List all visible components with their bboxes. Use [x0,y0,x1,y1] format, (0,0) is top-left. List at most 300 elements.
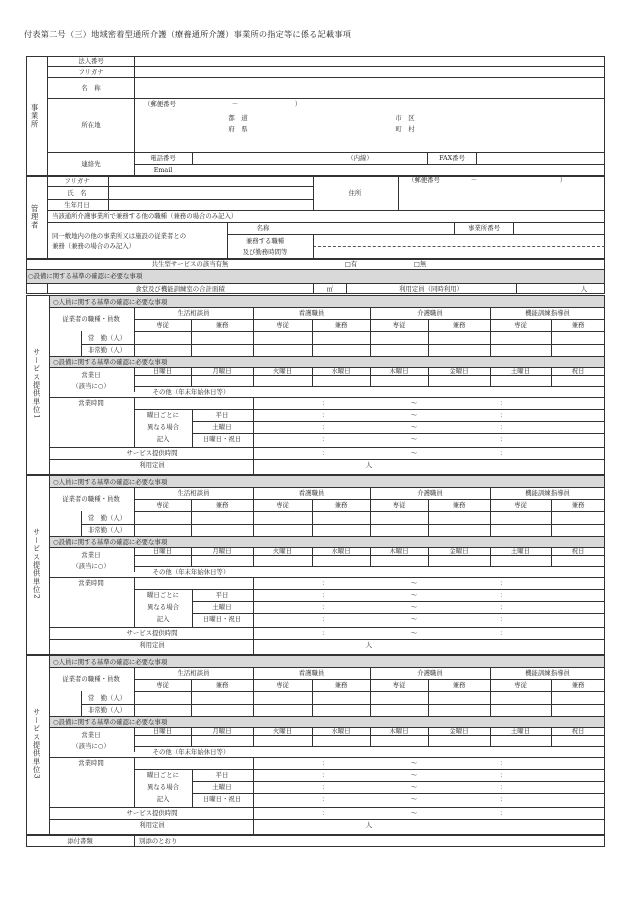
unit3-time-colon: ： [499,770,507,779]
unit3-time-colon: ： [321,808,329,817]
unit1-other-days-label: その他（年末年始休日等） [152,387,230,396]
unit1-time-tilde: ～ [410,448,418,457]
rule [398,176,399,210]
unit1-service-hours-label: サービス提供時間 [126,448,178,457]
unit3-time-tilde: ～ [410,794,418,803]
unit1-part-time-label: 兼務 [334,320,348,329]
rule [191,547,192,566]
manager-postal-close: ） [559,175,567,184]
unit2-staff-label: 従業者の職種・員数 [62,494,120,503]
manager-name-label: 氏 名 [67,188,87,197]
rule [134,577,135,627]
unit3-time-tilde: ～ [410,758,418,767]
office-postal-label: （郵便番号 [144,99,176,108]
unit1-full-time-label: 専従 [156,320,169,329]
unit2-service-hours-label: サービス提供時間 [126,628,178,637]
rule [47,77,605,78]
rule [192,781,605,782]
unit3-role-2: 介護職員 [417,668,443,677]
unit3-full-time-label: 専従 [514,680,527,689]
rule [191,727,192,746]
unit2-role-1: 看護職員 [298,488,325,497]
rule [192,589,193,627]
unit3-regular-label: 常 勤（人） [87,693,127,702]
unit1-capacity-label: 利用定員 [139,460,165,469]
unit2-irregular-label: 非常勤（人） [87,525,127,534]
rule [312,499,313,536]
unit1-hours-label: 営業時間 [78,398,104,407]
unit3-day-4: 木曜日 [389,726,409,735]
rule [516,283,517,294]
rule [227,234,605,235]
rule [134,735,605,736]
unit3-part-time-label: 兼務 [334,680,348,689]
unit3-day-3: 水曜日 [331,726,351,735]
rule [49,655,50,835]
unit2-part-time-label: 兼務 [452,500,466,509]
rule [134,409,605,410]
rule [192,152,193,164]
unit1-time-colon: ： [499,448,507,457]
concurrent-duty-label-2: 及び勤務時間等 [242,247,288,256]
unit1-equip-header: ○設備に関する基準の確認に必要な事項 [53,357,168,366]
rule [191,679,192,716]
office-pref-label-2: 府 県 [228,124,248,133]
rule [313,234,314,259]
unit3-irregular-label: 非常勤（人） [87,705,127,714]
unit2-full-time-label: 専従 [276,500,289,509]
unit1-by-day-label-1: 曜日ごとに [147,410,179,419]
office-section [26,56,605,176]
concurrent-same-label: 当該通所介護事業所で兼務する他の職種（兼務の場合のみ記入） [52,211,238,220]
office-postal-close: ） [294,99,302,108]
rule [47,222,605,223]
unit1-part-time-label: 兼務 [571,320,585,329]
unit1-full-time-label: 専従 [276,320,289,329]
rule [551,727,552,746]
rule [428,727,429,746]
rule [192,421,605,422]
unit3-full-time-label: 専従 [392,680,406,689]
extension-label: （内線） [347,153,373,162]
unit3-time-colon: ： [499,794,507,803]
rule [49,475,50,655]
unit1-capacity-unit: 人 [365,460,373,469]
office-city-label-2: 町 村 [395,124,415,133]
unit3-business-days-hint: （該当に○） [72,741,110,750]
phone-label: 電話番号 [150,153,176,162]
unit1-role-1: 看護職員 [298,308,325,317]
unit3-staff-label: 従業者の職種・員数 [62,674,120,683]
unit2-time-colon: ： [321,590,329,599]
manager-postal-sep: － [470,175,478,184]
concurrent-duty-label-1: 兼務する職種 [245,236,285,245]
unit1-time-colon: ： [499,410,507,419]
office-furigana-label: フリガナ [78,67,104,76]
unit2-time-tilde: ～ [410,614,418,623]
rule [134,547,135,572]
unit3-time-colon: ： [499,808,507,817]
unit3-time-colon: ： [321,782,329,791]
unit3-time-colon: ： [499,782,507,791]
rule [427,152,428,164]
unit3-day-7: 祝日 [571,726,585,735]
unit2-time-tilde: ～ [410,602,418,611]
unit1-time-tilde: ～ [410,434,418,443]
rule [47,56,48,176]
unit3-side-label: サービス提供単位3 [32,708,42,780]
rule [81,704,605,705]
unit3-staff-header: ○人員に関する基準の確認に必要な事項 [53,657,168,666]
unit1-time-colon: ： [499,434,507,443]
rule [313,283,314,294]
rule [134,589,605,590]
unit2-day-5: 金曜日 [449,546,469,555]
rule [370,307,371,356]
unit2-role-0: 生活相談員 [177,488,210,497]
manager-postal-label: （郵便番号 [408,175,440,184]
unit1-time-colon: ： [321,434,329,443]
manager-address-label: 住所 [348,188,362,197]
unit1-staff-header: ○人員に関する基準の確認に必要な事項 [53,297,168,306]
unit2-day-0: 日曜日 [152,546,173,555]
unit3-day-6: 土曜日 [510,726,531,735]
unit1-business-days-hint: （該当に○） [72,381,110,390]
rule [253,577,254,627]
rule [253,307,254,356]
unit2-time-colon: ： [321,628,329,637]
unit2-staff-header: ○人員に関する基準の確認に必要な事項 [53,477,168,486]
rule [346,283,347,294]
rule [370,667,371,716]
unit1-full-time-label: 専従 [392,320,406,329]
unit1-role-2: 介護職員 [417,308,443,317]
rule [551,679,552,716]
rule [476,152,477,164]
unit1-by-day-label-3: 記入 [156,434,170,443]
unit3-role-1: 看護職員 [298,668,325,677]
unit2-side-label: サービス提供単位2 [32,528,42,600]
capacity-simul-unit: 人 [580,284,588,293]
unit1-day-7: 祝日 [571,366,585,375]
unit1-day-3: 水曜日 [331,366,351,375]
rule [192,769,193,807]
unit3-business-days-label: 営業日 [81,730,101,739]
rule [312,679,313,716]
unit1-time-tilde: ～ [410,398,418,407]
area-label: 食堂及び機能訓練室の合計面積 [135,284,225,293]
unit2-time-colon: ： [499,602,507,611]
rule [513,222,514,234]
unit2-part-time-label: 兼務 [334,500,348,509]
unit3-equip-header: ○設備に関する基準の確認に必要な事項 [53,717,168,726]
unit2-time-tilde: ～ [410,578,418,587]
office-no-label: 事業所番号 [468,223,500,232]
unit1-day-6: 土曜日 [510,366,531,375]
rule [49,639,605,640]
unit3-role-0: 生活相談員 [177,668,210,677]
unit3-by-day-label-2: 異なる場合 [147,782,179,791]
attachment-label: 添付書類 [67,836,93,845]
unit2-by-day-label-2: 異なる場合 [147,602,179,611]
unit3-time-tilde: ～ [410,782,418,791]
rule [253,447,254,475]
rule [253,667,254,716]
other-facility-name-label: 名称 [256,223,270,232]
rule [454,222,455,234]
unit1-saturday-label: 土曜日 [212,422,232,431]
unit2-day-3: 水曜日 [331,546,351,555]
rule [551,547,552,566]
unit1-time-colon: ： [321,410,329,419]
unit3-time-tilde: ～ [410,808,418,817]
unit2-equip-header: ○設備に関する基準の確認に必要な事項 [53,537,168,546]
unit1-day-1: 月曜日 [212,366,232,375]
kyosei-yes-option[interactable]: □有 [344,259,358,268]
unit3-time-colon: ： [321,794,329,803]
rule [192,601,605,602]
unit1-side-label: サービス提供単位1 [32,348,42,420]
rule [47,186,313,187]
unit1-day-4: 木曜日 [389,366,409,375]
unit1-irregular-label: 非常勤（人） [87,345,127,354]
unit3-day-2: 火曜日 [272,726,293,735]
unit2-time-colon: ： [499,614,507,623]
office-side-label: 事業所 [30,103,40,129]
rule [192,793,605,794]
rule [490,667,491,716]
unit2-by-day-label-1: 曜日ごとに [147,590,179,599]
rule [253,547,254,566]
unit3-other-days-label: その他（年末年始休日等） [152,747,230,756]
capacity-simul-label: 利用定員（同時利用） [399,284,463,293]
rule [134,375,605,376]
unit3-day-5: 金曜日 [449,726,469,735]
unit2-time-colon: ： [499,628,507,637]
unit3-full-time-label: 専従 [156,680,169,689]
corp-no-label: 法人番号 [78,56,104,65]
unit2-time-tilde: ～ [410,590,418,599]
concurrent-other-label-2: 兼務（兼務の場合のみ記入） [52,241,136,250]
rule [134,727,135,752]
unit3-time-colon: ： [321,758,329,767]
unit3-time-colon: ： [321,770,329,779]
rule [428,319,429,356]
rule [428,679,429,716]
rule [81,524,605,525]
rule [108,176,109,210]
rule [47,176,48,259]
unit2-role-3: 機能訓練指導員 [525,488,570,497]
unit1-time-colon: ： [321,398,329,407]
rule [49,667,605,668]
unit3-time-tilde: ～ [410,770,418,779]
unit3-part-time-label: 兼務 [215,680,229,689]
rule [370,367,371,386]
unit1-full-time-label: 専従 [514,320,527,329]
unit3-time-colon: ： [499,758,507,767]
unit2-time-colon: ： [499,590,507,599]
rule [81,344,605,345]
unit3-role-3: 機能訓練指導員 [525,668,570,677]
rule [191,319,192,356]
unit1-role-0: 生活相談員 [177,308,210,317]
unit2-day-7: 祝日 [571,546,585,555]
unit1-time-colon: ： [321,448,329,457]
unit2-time-colon: ： [321,602,329,611]
rule [134,757,135,807]
document-title: 付表第二号（三）地域密着型通所介護（療養通所介護）事業所の指定等に係る記載事項 [24,29,352,39]
rule [134,835,135,847]
unit2-role-2: 介護職員 [417,488,443,497]
rule [312,547,313,566]
rule [192,613,605,614]
unit2-full-time-label: 専従 [156,500,169,509]
unit2-by-day-label-3: 記入 [156,614,170,623]
unit1-by-day-label-2: 異なる場合 [147,422,179,431]
unit1-role-3: 機能訓練指導員 [525,308,570,317]
unit3-capacity-unit: 人 [365,820,373,829]
rule [191,367,192,386]
unit3-part-time-label: 兼務 [571,680,585,689]
unit2-other-days-label: その他（年末年始休日等） [152,567,230,576]
unit1-part-time-label: 兼務 [452,320,466,329]
unit3-day-1: 月曜日 [212,726,232,735]
rule [47,152,605,153]
unit3-service-hours-label: サービス提供時間 [126,808,178,817]
manager-side-label: 管理者 [30,204,40,230]
unit1-time-colon: ： [321,422,329,431]
unit2-full-time-label: 専従 [514,500,527,509]
rule [49,295,50,475]
rule [253,727,254,746]
rule [312,727,313,746]
unit2-capacity-unit: 人 [365,640,373,649]
rule [312,367,313,386]
rule [490,547,491,566]
unit1-part-time-label: 兼務 [215,320,229,329]
fax-label: FAX番号 [439,153,465,162]
rule [26,283,605,284]
rule [192,409,193,447]
email-label: Email [153,165,173,174]
unit3-by-day-label-3: 記入 [156,794,170,803]
unit2-full-time-label: 専従 [392,500,406,509]
office-postal-sep: － [231,99,239,108]
unit1-time-tilde: ～ [410,422,418,431]
rule [370,727,371,746]
rule [312,319,313,356]
rule [192,433,605,434]
rule [490,307,491,356]
rule [370,487,371,536]
unit1-time-tilde: ～ [410,410,418,419]
unit2-weekday-label: 平日 [215,590,229,599]
rule [134,555,605,556]
attachment-section [26,835,605,847]
rule [47,283,48,294]
unit2-time-colon: ： [321,578,329,587]
unit1-day-0: 日曜日 [152,366,173,375]
office-address-label: 所在地 [81,120,101,129]
unit1-time-colon: ： [499,422,507,431]
rule [253,397,254,447]
unit3-capacity-label: 利用定員 [139,820,165,829]
unit3-hours-label: 営業時間 [78,758,104,767]
rule [551,499,552,536]
rule [134,769,605,770]
attachment-value: 別添のとおり [139,836,178,845]
rule [134,397,135,447]
unit1-staff-label: 従業者の職種・員数 [62,314,120,323]
concurrent-other-label-1: 同一敷地内の他の事業所又は施設の従業者との [52,231,187,240]
rule [253,487,254,536]
unit1-weekday-label: 平日 [215,410,229,419]
rule [47,66,605,67]
unit2-part-time-label: 兼務 [571,500,585,509]
unit3-day-0: 日曜日 [152,726,173,735]
unit3-saturday-label: 土曜日 [212,782,232,791]
rule [490,367,491,386]
rule [253,367,254,386]
rule [428,499,429,536]
rule [551,319,552,356]
rule [370,547,371,566]
manager-furigana-label: フリガナ [64,176,90,185]
unit2-day-1: 月曜日 [212,546,232,555]
unit2-time-colon: ： [321,614,329,623]
rule [253,757,254,807]
unit1-business-days-label: 営業日 [81,370,101,379]
rule [47,98,605,99]
facility-header: ○設備に関する基準の確認に必要な事項 [28,271,143,280]
rule [191,499,192,536]
rule [428,547,429,566]
dashed-rule [313,246,605,247]
unit2-saturday-label: 土曜日 [212,602,232,611]
unit2-day-4: 木曜日 [389,546,409,555]
unit3-by-day-label-1: 曜日ごとに [147,770,179,779]
unit2-day-2: 火曜日 [272,546,293,555]
unit2-business-days-label: 営業日 [81,550,101,559]
unit3-weekday-label: 平日 [215,770,229,779]
kyosei-no-option[interactable]: □無 [413,259,427,268]
rule [49,307,605,308]
unit2-capacity-label: 利用定員 [139,640,165,649]
unit2-regular-label: 常 勤（人） [87,513,127,522]
rule [49,487,605,488]
unit1-day-2: 火曜日 [272,366,293,375]
rule [49,459,605,460]
rule [490,487,491,536]
unit2-sun-holiday-label: 日曜日・祝日 [202,614,242,623]
unit3-sun-holiday-label: 日曜日・祝日 [202,794,242,803]
rule [313,176,314,210]
rule [253,807,254,835]
unit2-part-time-label: 兼務 [215,500,229,509]
unit1-regular-label: 常 勤（人） [87,333,127,342]
rule [490,727,491,746]
unit3-part-time-label: 兼務 [452,680,466,689]
office-city-label-1: 市 区 [395,113,415,122]
kyosei-label: 共生型サービスの該当有無 [151,259,229,268]
unit2-time-colon: ： [499,578,507,587]
rule [227,222,228,259]
manager-dob-label: 生年月日 [64,200,90,209]
unit2-hours-label: 営業時間 [78,578,104,587]
area-unit: ㎡ [326,284,334,293]
unit1-day-5: 金曜日 [449,366,469,375]
